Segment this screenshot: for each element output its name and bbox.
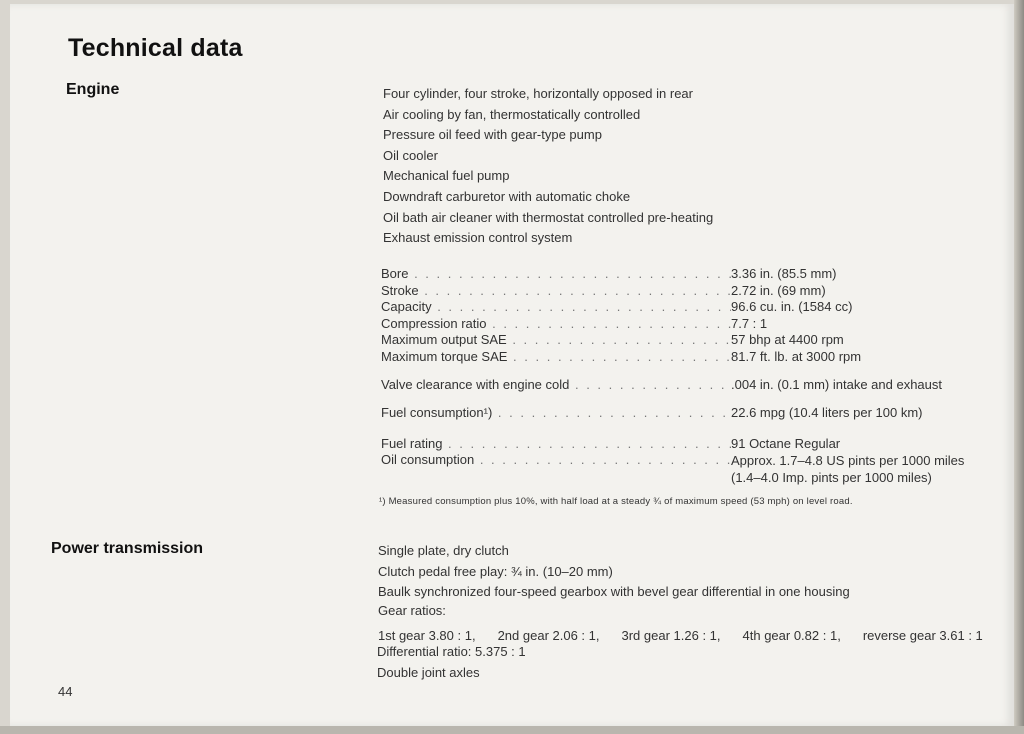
spec-value: 81.7 ft. lb. at 3000 rpm: [731, 348, 862, 364]
spec-value: [731, 452, 964, 486]
transmission-line: Single plate, dry clutch: [378, 543, 509, 558]
engine-features: [383, 84, 713, 249]
engine-heading: Engine: [66, 81, 120, 98]
spec-label: Oil consumption . . .: [381, 452, 731, 486]
engine-spec-table: [381, 266, 964, 486]
engine-feature: Pressure oil feed with gear-type pump: [383, 127, 602, 143]
manual-page: [10, 4, 1014, 726]
page-number: 44: [58, 684, 73, 699]
spec-row-fuel-consumption: [381, 405, 964, 422]
transmission-line: Differential ratio: 5.375 : 1: [377, 644, 526, 659]
engine-feature: Four cylinder, four stroke, horizontally opposed in rear: [383, 86, 693, 101]
spec-row-bore: [381, 266, 964, 283]
engine-feature: Mechanical fuel pump: [383, 168, 510, 184]
spec-label: Fuel consumption¹) . . .: [381, 405, 731, 422]
transmission-line: Clutch pedal free play: ¾ in. (10–20 mm): [378, 563, 613, 579]
power-transmission-heading: Power transmission: [51, 540, 204, 557]
engine-feature: Oil cooler: [383, 147, 438, 163]
spec-label: Compression ratio . . .: [381, 316, 731, 333]
gear-ratio: 2nd gear 2.06 : 1,: [497, 628, 600, 643]
gear-ratio: 1st gear 3.80 : 1,: [378, 628, 476, 643]
gear-ratio: reverse gear 3.61 : 1: [862, 628, 983, 643]
engine-feature: Exhaust emission control system: [383, 230, 573, 246]
spec-value-line: (1.4–4.0 Imp. pints per 1000 miles): [731, 470, 932, 486]
spec-row-torque: [381, 349, 964, 366]
engine-feature: Air cooling by fan, thermostatically controlled: [383, 106, 641, 122]
spec-row-stroke: [381, 283, 964, 300]
spec-row-valve-clearance: [381, 377, 964, 394]
spec-label: Valve clearance with engine cold . . .: [381, 377, 731, 394]
spec-label: Bore . . .: [381, 266, 731, 283]
spec-value: 96.6 cu. in. (1584 cc): [731, 299, 853, 315]
spec-row-output: [381, 332, 964, 349]
engine-feature: Downdraft carburetor with automatic choke: [383, 188, 631, 204]
spec-label: Maximum torque SAE . . .: [381, 349, 731, 366]
transmission-line: Double joint axles: [377, 664, 480, 680]
engine-feature: Oil bath air cleaner with thermostat controlled pre-heating: [383, 209, 714, 225]
spec-row-compression: [381, 316, 964, 333]
spec-label: Maximum output SAE . . .: [381, 332, 731, 349]
spec-label: Capacity . . .: [381, 299, 731, 316]
footnote: ¹) Measured consumption plus 10%, with half load at a steady ¾ of maximum speed (53 mph) on level road.: [379, 496, 853, 507]
transmission-lines: [378, 541, 850, 619]
spec-value: 7.7 : 1: [731, 315, 768, 331]
transmission-lines-after: [377, 642, 526, 683]
gear-ratio: 3rd gear 1.26 : 1,: [621, 628, 721, 643]
page-title: Technical data: [68, 34, 243, 62]
spec-value: 3.36 in. (85.5 mm): [731, 266, 837, 281]
transmission-line: Baulk synchronized four-speed gearbox with bevel gear differential in one housing: [378, 584, 850, 600]
spec-label: Fuel rating . . .: [381, 436, 731, 453]
spec-value: 22.6 mpg (10.4 liters per 100 km): [731, 405, 923, 421]
spec-value: .004 in. (0.1 mm) intake and exhaust: [731, 376, 943, 392]
spec-value-line: Approx. 1.7–4.8 US pints per 1000 miles: [731, 453, 965, 469]
spec-row-capacity: [381, 299, 964, 316]
spec-row-oil-consumption: [381, 452, 964, 486]
spec-value: 91 Octane Regular: [731, 435, 841, 451]
page-bottom-edge: [0, 726, 1024, 734]
spec-label: Stroke . . .: [381, 283, 731, 300]
spec-row-fuel-rating: [381, 436, 964, 453]
gear-ratios: [378, 628, 1005, 643]
spec-value: 57 bhp at 4400 rpm: [731, 332, 844, 348]
transmission-line: Gear ratios:: [378, 602, 446, 618]
spec-value: 2.72 in. (69 mm): [731, 282, 826, 298]
gear-ratio: 4th gear 0.82 : 1,: [742, 628, 841, 643]
book-spine-edge: [1014, 0, 1024, 734]
